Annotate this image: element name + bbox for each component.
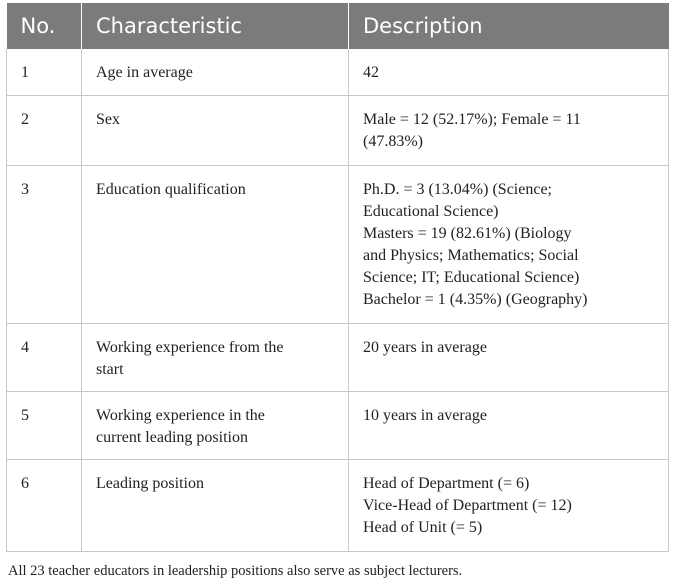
table-row: [7, 323, 669, 391]
description-line: Ph.D. = 3 (13.04%) (Science;: [363, 180, 552, 198]
description-line: Educational Science): [363, 202, 499, 220]
description-line: Head of Department (= 6): [363, 474, 530, 492]
table-row: [7, 165, 669, 323]
description-line: Masters = 19 (82.61%) (Biology: [363, 224, 572, 242]
cell-no: 2: [7, 95, 82, 165]
description-line: 20 years in average: [363, 338, 487, 356]
cell-no: 3: [7, 165, 82, 323]
cell-no: 5: [7, 391, 82, 459]
cell-characteristic: Education qualification: [82, 165, 349, 323]
cell-characteristic: Leading position: [82, 459, 349, 551]
description-line: Vice-Head of Department (= 12): [363, 496, 572, 514]
characteristic-line: start: [96, 360, 124, 378]
cell-no: 6: [7, 459, 82, 551]
header-characteristic: Characteristic: [82, 3, 349, 49]
cell-characteristic: Age in average: [82, 49, 349, 95]
cell-characteristic: Sex: [82, 95, 349, 165]
characteristic-line: Working experience in the: [96, 406, 265, 424]
description-line: Bachelor = 1 (4.35%) (Geography): [363, 290, 588, 308]
cell-description: [349, 95, 669, 165]
description-line: 42: [363, 64, 379, 81]
characteristic-line: current leading position: [96, 428, 248, 446]
description-line: Head of Unit (= 5): [363, 518, 483, 536]
characteristics-table: [6, 3, 669, 552]
characteristic-line: Working experience from the: [96, 338, 284, 356]
header-description: Description: [349, 3, 669, 49]
description-line: Male = 12 (52.17%); Female = 11: [363, 110, 581, 128]
description-line: and Physics; Mathematics; Social: [363, 246, 579, 264]
description-line: Science; IT; Educational Science): [363, 268, 580, 286]
table-row: [7, 391, 669, 459]
description-line: (47.83%): [363, 132, 423, 150]
header-no: No.: [7, 3, 82, 49]
cell-no: 4: [7, 323, 82, 391]
table-header-row: [7, 3, 669, 49]
table-footnote: All 23 teacher educators in leadership positions also serve as subject lecturers.: [8, 563, 463, 579]
cell-description: [349, 165, 669, 323]
cell-description: [349, 391, 669, 459]
table-row: [7, 95, 669, 165]
cell-characteristic: [82, 391, 349, 459]
characteristics-table-container: [6, 3, 668, 552]
table-row: [7, 49, 669, 95]
table-row: [7, 459, 669, 551]
cell-characteristic: [82, 323, 349, 391]
cell-description: [349, 459, 669, 551]
cell-no: 1: [7, 49, 82, 95]
cell-description: [349, 49, 669, 95]
cell-description: [349, 323, 669, 391]
description-line: 10 years in average: [363, 406, 487, 424]
